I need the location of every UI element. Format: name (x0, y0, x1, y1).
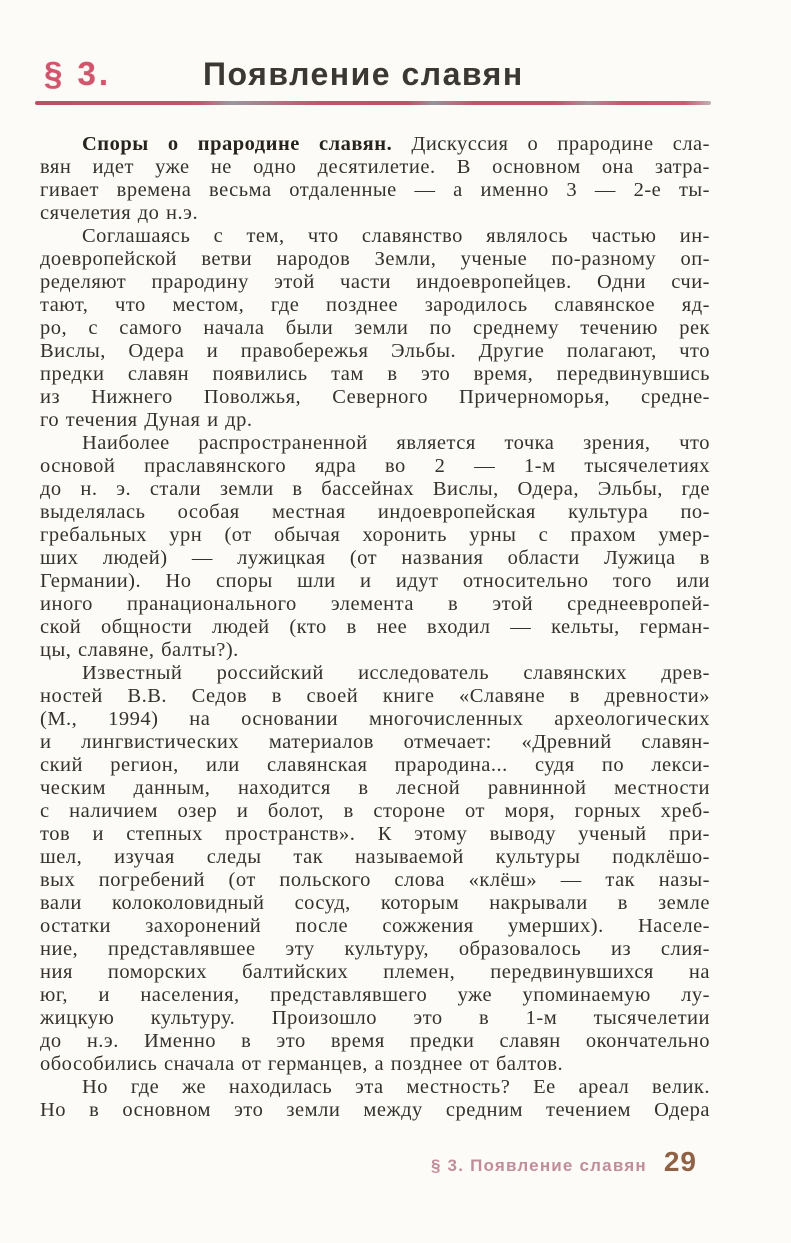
text-line: ской общности людей (кто в нее входил — кельты, герман- (40, 616, 710, 639)
text-line: выделялась особая местная индоевропейская культура по- (40, 501, 710, 524)
text-line: с наличием озер и болот, в стороне от моря, горных хреб- (40, 800, 710, 823)
paragraph (40, 225, 710, 432)
text-line: Германии). Но споры шли и идут относительно того или (40, 570, 710, 593)
text-line: Но в основном это земли между средним течением Одера (40, 1099, 710, 1122)
text-line: тают, что местом, где позднее зародилось славянское яд- (40, 294, 710, 317)
paragraph (40, 133, 710, 225)
text-line: до н. э. стали земли в бассейнах Вислы, Одера, Эльбы, где (40, 478, 710, 501)
text-line: цы, славяне, балты?). (40, 639, 239, 662)
text-line: доевропейской ветви народов Земли, ученые по-разному оп- (40, 248, 710, 271)
text-line: ших людей) — лужицкая (от названия области Лужица в (40, 547, 710, 570)
paragraph (40, 432, 710, 662)
paragraph (40, 1076, 710, 1122)
text-line: ро, с самого начала были земли по среднему течению рек (40, 317, 710, 340)
paragraph-lead-bold: Споры о прародине славян. (82, 133, 393, 156)
chapter-title: Появление славян (203, 56, 524, 93)
text-line: юг, и населения, представлявшего уже упоминаемую лу- (40, 984, 710, 1007)
paragraph (40, 662, 710, 1076)
text-line: и лингвистических материалов отмечает: «Древний славян- (40, 731, 710, 754)
text-line: Но где же находилась эта местность? Ее ареал велик. (82, 1076, 710, 1099)
text-line: остатки захоронений после сожжения умерших). Населе- (40, 915, 710, 938)
text-line: гребальных урн (от обычая хоронить урны с прахом умер- (40, 524, 710, 547)
text-line: вали колоколовидный сосуд, которым накрывали в земле (40, 892, 710, 915)
text-line: шел, изучая следы так называемой культуры подклёшо- (40, 846, 710, 869)
text-line: иного пранационального элемента в этой среднеевропей- (40, 593, 710, 616)
text-line: ределяют прародину этой части индоевропейцев. Одни счи- (40, 271, 710, 294)
text-line: (М., 1994) на основании многочисленных археологических (40, 708, 710, 731)
text-line: ческим данным, находится в лесной равнинной местности (40, 777, 710, 800)
text-line: сячелетия до н.э. (40, 202, 199, 225)
text-line: вых погребений (от польского слова «клёш» — так назы- (40, 869, 710, 892)
page-content (40, 56, 710, 1122)
text-line: Вислы, Одера и правобережья Эльбы. Другие полагают, что (40, 340, 710, 363)
text-line: Известный российский исследователь славянских древ- (82, 662, 710, 685)
section-mark: § 3. (44, 55, 112, 92)
chapter-header (40, 56, 710, 92)
text-line: жицкую культуру. Произошло это в 1-м тысячелетии (40, 1007, 710, 1030)
text-line: тов и степных пространств». К этому выводу ученый при- (40, 823, 710, 846)
text-line: из Нижнего Поволжья, Северного Причерноморья, средне- (40, 386, 710, 409)
text-line: гивает времена весьма отдаленные — а именно 3 — 2-е ты- (40, 179, 710, 202)
text-line: до н.э. Именно в это время предки славян окончательно (40, 1030, 710, 1053)
page-footer (431, 1146, 697, 1178)
text-line: ние, представлявшее эту культуру, образовалось из слия- (40, 938, 710, 961)
body-text (40, 133, 710, 1122)
text-line: Соглашаясь с тем, что славянство являлось частью ин- (82, 225, 710, 248)
text-line: вян идет уже не одно десятилетие. В основном она затра- (40, 156, 710, 179)
text-line: обособились сначала от германцев, а позднее от балтов. (40, 1053, 564, 1076)
header-rule (35, 101, 711, 105)
text-line: предки славян появились там в это время, передвинувшись (40, 363, 710, 386)
text-line: ский регион, или славянская прародина... судя по лекси- (40, 754, 710, 777)
running-title: § 3. Появление славян (430, 1156, 647, 1175)
text-line: ностей В.В. Седов в своей книге «Славяне в древности» (40, 685, 710, 708)
text-line: Наиболее распространенной является точка зрения, что (82, 432, 710, 455)
text-line: Споры о прародине славян. Дискуссия о прародине сла- (82, 133, 710, 156)
text-line: ния поморских балтийских племен, передвинувшихся на (40, 961, 710, 984)
text-line: основой праславянского ядра во 2 — 1-м тысячелетиях (40, 455, 710, 478)
text-line: го течения Дуная и др. (40, 409, 253, 432)
page-number: 29 (663, 1146, 697, 1177)
